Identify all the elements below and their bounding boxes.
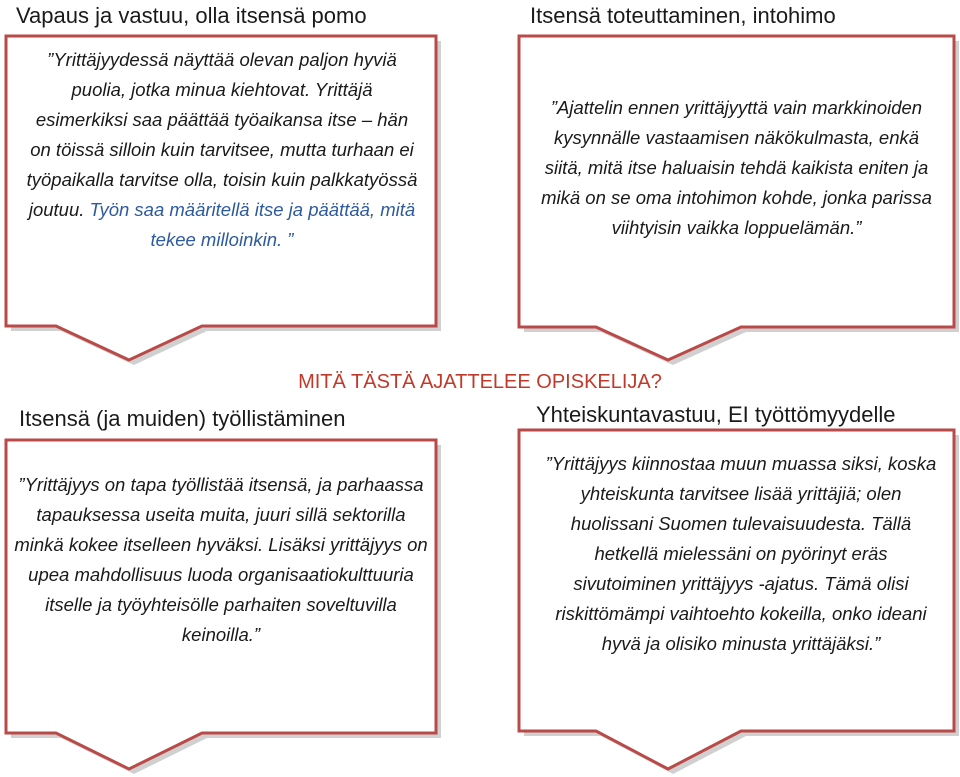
- quote-social-responsibility: ”Yrittäjyys kiinnostaa muun muassa siksi, koska yhteiskunta tarvitsee lisää yrittäjiä; olen huolissani Suomen tulevaisuudesta. Tällä hetkellä mielessäni on pyörinyt eräs sivutoiminen yrittäjyys -ajatus. Tämä olisi riskittömämpi vaihtoehto kokeilla, onko ideani hyvä ja olisiko minusta yrittäjäksi.”: [545, 453, 937, 654]
- quote-freedom-accent: Työn saa määritellä itse ja päättää, mitä tekee milloinkin. ”: [84, 199, 416, 250]
- heading-social-responsibility: Yhteiskuntavastuu, EI työttömyydelle: [536, 402, 896, 427]
- heading-self-fulfillment: Itsensä toteuttaminen, intohimo: [530, 3, 836, 28]
- quote-self-fulfillment: ”Ajattelin ennen yrittäjyyttä vain markkinoiden kysynnälle vastaamisen näkökulmasta, enkä siitä, mitä itse haluaisin tehdä kaikista eniten ja mikä on se oma intohimon kohde, jonka parissa viihtyisin vaikka loppuelämän.”: [541, 97, 932, 238]
- quote-freedom: [26, 45, 418, 255]
- quote-freedom-main: ”Yrittäjyydessä näyttää olevan paljon hyviä puolia, jotka minua kiehtovat. Yrittäjä esimerkiksi saa päättää työaikansa itse – hän on töissä silloin kuin tarvitsee, mutta turhaan ei työpaikalla tarvitse olla, toisin kuin palkkatyössä joutuu.: [26, 49, 418, 220]
- center-question: MITÄ TÄSTÄ AJATTELEE OPISKELIJA?: [298, 371, 662, 393]
- heading-freedom: Vapaus ja vastuu, olla itsensä pomo: [16, 3, 367, 28]
- quote-employment: ”Yrittäjyys on tapa työllistää itsensä, ja parhaassa tapauksessa useita muita, juuri sillä sektorilla minkä kokee itselleen hyväksi. Lisäksi yrittäjyys on upea mahdollisuus luoda organisaatiokulttuuria itselle ja työyhteisölle parhaiten soveltuvilla keinoilla.”: [14, 474, 428, 645]
- heading-employment: Itsensä (ja muiden) työllistäminen: [19, 406, 346, 431]
